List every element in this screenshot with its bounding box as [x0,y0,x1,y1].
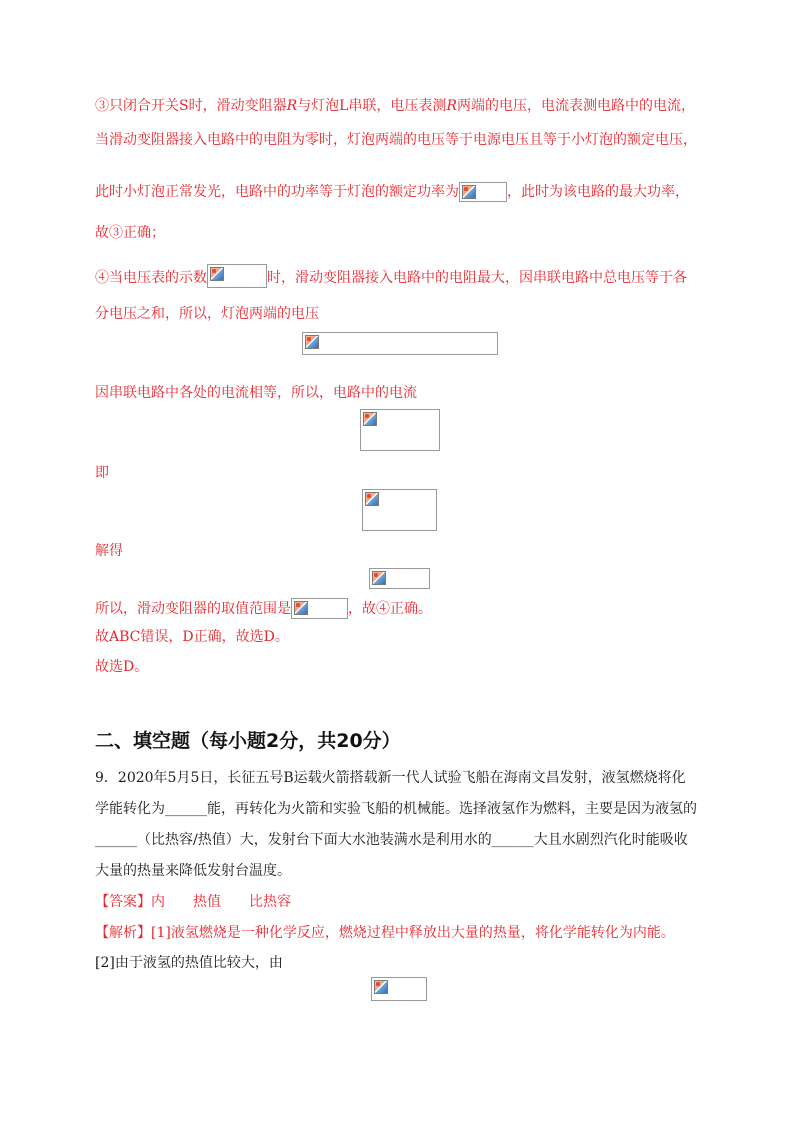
question-line: 学能转化为______能，再转化为火箭和实验飞船的机械能。选择液氢作为燃料，主要是因为液氢的 [95,801,697,817]
text-segment: 时，滑动变阻器接入电路中的电阻最大，因串联电路中总电压等于各 [267,270,687,286]
answer-item: 热值 [193,894,221,910]
text-segment: ④当电压表的示数 [95,270,207,286]
variable-r: R [446,98,457,114]
analysis-line [95,923,675,943]
analysis-tag: 【解析】 [95,925,151,941]
broken-image-icon [363,412,377,426]
formula-image [207,264,267,288]
broken-image-icon [294,601,308,615]
broken-image-icon [374,980,388,994]
analysis-line: [2]由于液氢的热值比较大，由 [95,955,283,971]
broken-image-icon [462,185,476,199]
text-segment: 与灯泡L串联，电压表测 [297,98,447,114]
formula-image [371,977,427,1001]
analysis-text: [1]液氢燃烧是一种化学反应，燃烧过程中释放出大量的热量，将化学能转化为内能。 [151,925,675,941]
formula-image [302,332,498,355]
answer-tag: 【答案】 [95,894,151,910]
answer-line [95,892,291,912]
formula-image [459,182,507,202]
explanation-line [95,96,695,116]
formula-image [369,568,430,589]
explanation-line: 分电压之和，所以，灯泡两端的电压 [95,306,319,322]
formula-image [362,489,437,531]
section-heading: 二、填空题（每小题2分，共20分） [95,730,401,752]
text-segment: ，此时为该电路的最大功率， [507,184,689,200]
explanation-line: 即 [95,465,109,481]
formula-image [360,409,440,451]
explanation-line: 当滑动变阻器接入电路中的电阻为零时，灯泡两端的电压等于电源电压且等于小灯泡的额定电压， [95,132,697,148]
text-segment: ③只闭合开关S时，滑动变阻器 [95,98,287,114]
broken-image-icon [305,335,319,349]
question-line: ______（比热容/热值）大，发射台下面大水池装满水是利用水的______大且水剧烈汽化时能吸收 [95,832,688,848]
explanation-line [95,264,687,288]
broken-image-icon [210,267,224,281]
question-line: 9．2020年5月5日，长征五号B运载火箭搭载新一代人试验飞船在海南文昌发射，液氢燃烧将化 [95,770,686,786]
question-line: 大量的热量来降低发射台温度。 [95,863,291,879]
explanation-line [95,598,432,619]
text-segment: 所以，滑动变阻器的取值范围是 [95,601,291,617]
explanation-line: 故ABC错误，D正确，故选D。 [95,629,289,645]
explanation-line: 解得 [95,543,123,559]
answer-item: 比热容 [249,894,291,910]
explanation-line: 故③正确； [95,225,165,241]
explanation-line: 因串联电路中各处的电流相等，所以，电路中的电流 [95,385,417,401]
formula-image [291,598,348,619]
variable-r: R [286,98,298,114]
explanation-line [95,182,689,202]
broken-image-icon [365,492,379,506]
text-segment: 此时小灯泡正常发光，电路中的功率等于灯泡的额定功率为 [95,184,459,200]
text-segment: 两端的电压，电流表测电路中的电流， [456,98,695,114]
text-segment: ，故④正确。 [348,601,432,617]
broken-image-icon [372,571,386,585]
explanation-line: 故选D。 [95,659,149,675]
answer-item: 内 [151,894,165,910]
